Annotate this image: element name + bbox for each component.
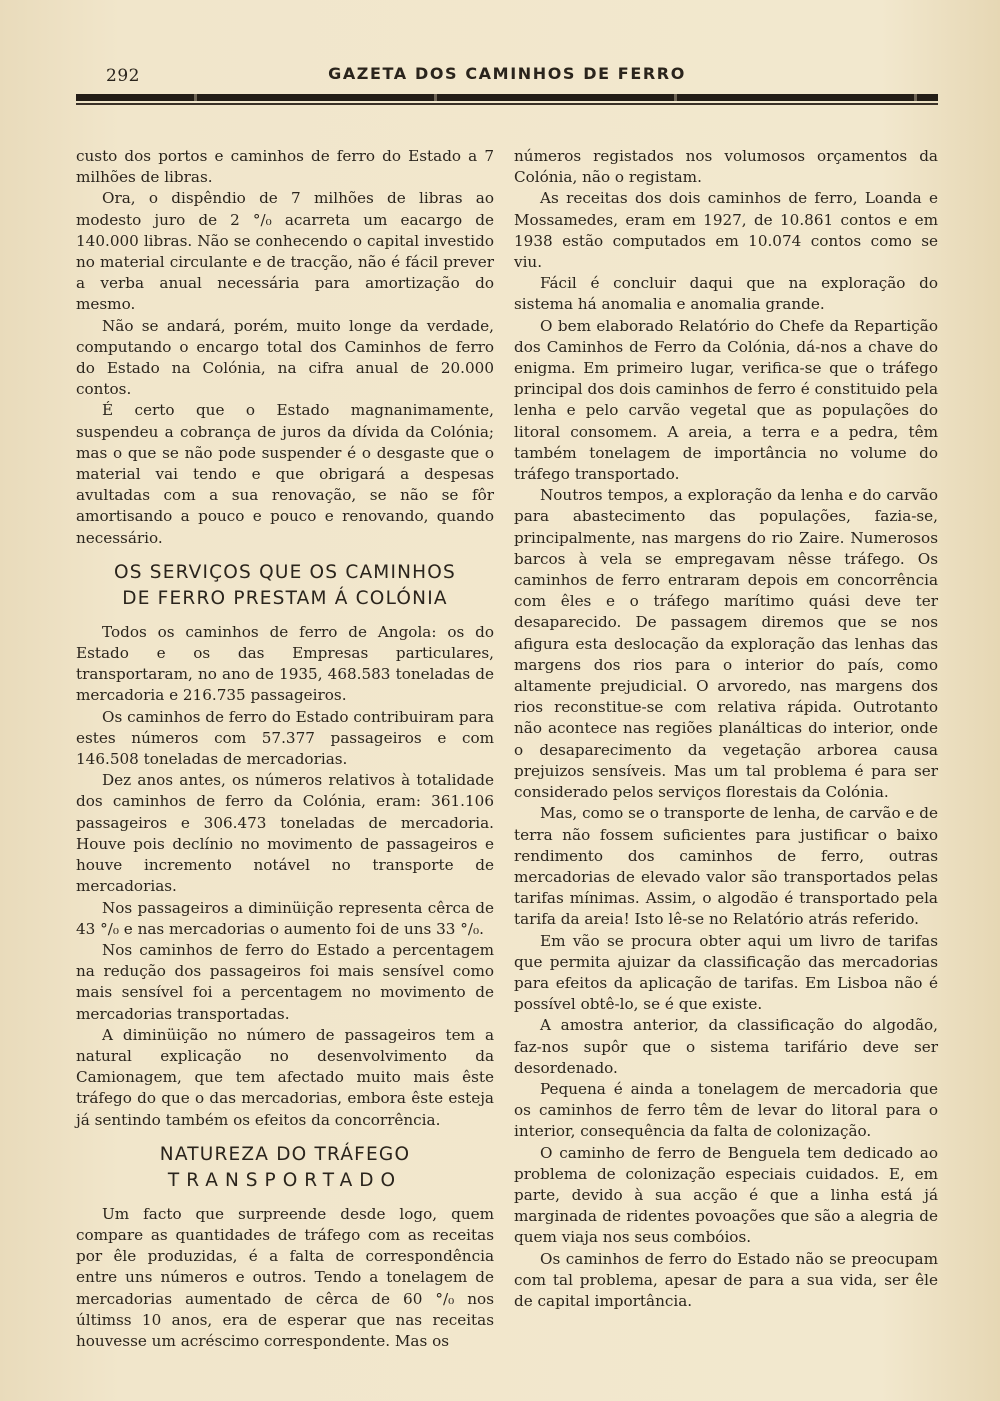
- paragraph: As receitas dos dois caminhos de ferro, Loanda e Mossamedes, eram em 1927, de 10.861 contos e em 1938 estão computados em 10.074 contos como se viu.: [514, 189, 938, 272]
- paragraph: Ora, o dispêndio de 7 milhões de libras ao modesto juro de 2 °/₀ acarreta um eacargo de 140.000 libras. Não se conhecendo o capital investido no material circulante e de tracção, não é fácil prever a verba anual necessária para amortização do mesmo.: [76, 189, 494, 314]
- paragraph: Nos passageiros a diminüição representa cêrca de 43 °/₀ e nas mercadorias o aumento foi de uns 33 °/₀.: [76, 898, 494, 938]
- journal-title: GAZETA DOS CAMINHOS DE FERRO: [328, 64, 686, 83]
- paragraph: A diminüição no número de passageiros tem a natural explicação no desenvolvimento da Camionagem, que tem afectado muito mais êste tráfego do que o das mercadorias, embora êste esteja já sentindo também os efeitos da concorrência.: [76, 1025, 494, 1129]
- left-column: [76, 146, 494, 1352]
- header-rule-thick: [76, 94, 938, 101]
- heading-line: NATUREZA DO TRÁFEGO: [159, 1143, 411, 1165]
- paragraph: Nos caminhos de ferro do Estado a percentagem na redução dos passageiros foi mais sensível como mais sensível foi a percentagem no movimento de mercadorias transportadas.: [76, 940, 494, 1023]
- paragraph: Não se andará, porém, muito longe da verdade, computando o encargo total dos Caminhos de ferro do Estado na Colónia, na cifra anual de 20.000 contos.: [76, 316, 494, 399]
- page-header: [78, 62, 936, 86]
- paragraph: Um facto que surpreende desde logo, quem compare as quantidades de tráfego com as receitas por êle produzidas, é a falta de correspondência entre uns números e outros. Tendo a tonelagem de mercadorias aumentado de cêrca de 60 °/₀ nos últimss 10 anos, era de esperar que nas receitas houvesse um acréscimo correspondente. Mas os: [76, 1204, 494, 1350]
- heading-line: TRANSPORTADO: [167, 1169, 403, 1191]
- header-rule-thin: [76, 103, 938, 105]
- section-heading: [76, 1142, 494, 1194]
- paragraph: O caminho de ferro de Benguela tem dedicado ao problema de colonização especiais cuidados. E, em parte, devido à sua acção é que a linha está já marginada de ridentes povoações que são a alegria de quem viaja nos seus combóios.: [514, 1143, 938, 1247]
- paragraph: Em vão se procura obter aqui um livro de tarifas que permita ajuizar da classificação das mercadorias para efeitos da aplicação de tarifas. Em Lisboa não é possível obtê-lo, se é que existe.: [514, 931, 938, 1014]
- paragraph: números registados nos volumosos orçamentos da Colónia, não o registam.: [514, 147, 938, 187]
- paragraph: Pequena é ainda a tonelagem de mercadoria que os caminhos de ferro têm de levar do litoral para o interior, consequência da falta de colonização.: [514, 1079, 938, 1141]
- paragraph: Noutros tempos, a exploração da lenha e do carvão para abastecimento das populações, fazia-se, principalmente, nas margens do rio Zaire. Numerosos barcos à vela se empregavam nêsse tráfego. Os caminhos de ferro entraram depois em concorrência com êles e o tráfego marítimo quási deve ter desaparecido. De passagem diremos que se nos afigura esta deslocação da exploração das lenhas das margens dos rios para o interior do país, como altamente prejudicial. O arvoredo, nas margens dos rios reconstitue-se com relativa rápida. Outrotanto não acontece nas regiões planálticas do interior, onde o desaparecimento da vegetação arborea causa prejuizos sensíveis. Mas um tal problema é para ser considerado pelos serviços florestais da Colónia.: [514, 486, 938, 802]
- paragraph: Dez anos antes, os números relativos à totalidade dos caminhos de ferro da Colónia, eram: 361.106 passageiros e 306.473 toneladas de mercadoria. Houve pois declínio no movimento de passageiros e houve incremento notável no transporte de mercadorias.: [76, 771, 494, 896]
- section-heading: [76, 560, 494, 612]
- paragraph: Mas, como se o transporte de lenha, de carvão e de terra não fossem suficientes para justificar o baixo rendimento dos caminhos de ferro, outras mercadorias de elevado valor são transportados pelas tarifas mínimas. Assim, o algodão é transportado pela tarifa da areia! Isto lê-se no Relatório atrás referido.: [514, 804, 938, 929]
- paragraph: Todos os caminhos de ferro de Angola: os do Estado e os das Empresas particulares, transportaram, no ano de 1935, 468.583 toneladas de mercadoria e 216.735 passageiros.: [76, 622, 494, 705]
- page-number: 292: [106, 66, 140, 86]
- paragraph: custo dos portos e caminhos de ferro do Estado a 7 milhões de libras.: [76, 147, 494, 187]
- heading-line: DE FERRO PRESTAM Á COLÓNIA: [122, 587, 448, 609]
- paragraph: Os caminhos de ferro do Estado contribuiram para estes números com 57.377 passageiros e com 146.508 toneladas de mercadorias.: [76, 707, 494, 769]
- heading-line: OS SERVIÇOS QUE OS CAMINHOS: [114, 561, 456, 583]
- paragraph: A amostra anterior, da classificação do algodão, faz-nos supôr que o sistema tarifário deve ser desordenado.: [514, 1016, 938, 1077]
- paragraph: Fácil é concluir daqui que na exploração do sistema há anomalia e anomalia grande.: [514, 274, 938, 314]
- paragraph: É certo que o Estado magnanimamente, suspendeu a cobrança de juros da dívida da Colónia; mas o que se não pode suspender é o desgaste que o material vai tendo e que obrigará a despesas avultadas com a sua renovação, se não se fôr amortisando a pouco e pouco e renovando, quando necessário.: [76, 401, 494, 547]
- paragraph: Os caminhos de ferro do Estado não se preocupam com tal problema, apesar de para a sua vida, ser êle de capital importância.: [514, 1249, 938, 1310]
- paragraph: O bem elaborado Relatório do Chefe da Repartição dos Caminhos de Ferro da Colónia, dá-nos a chave do enigma. Em primeiro lugar, verifica-se que o tráfego principal dos dois caminhos de ferro é constituido pela lenha e pelo carvão vegetal que as populações do litoral consomem. A areia, a terra e a pedra, têm também tonelagem de importância no volume do tráfego transportado.: [514, 316, 938, 484]
- right-column: [514, 146, 938, 1312]
